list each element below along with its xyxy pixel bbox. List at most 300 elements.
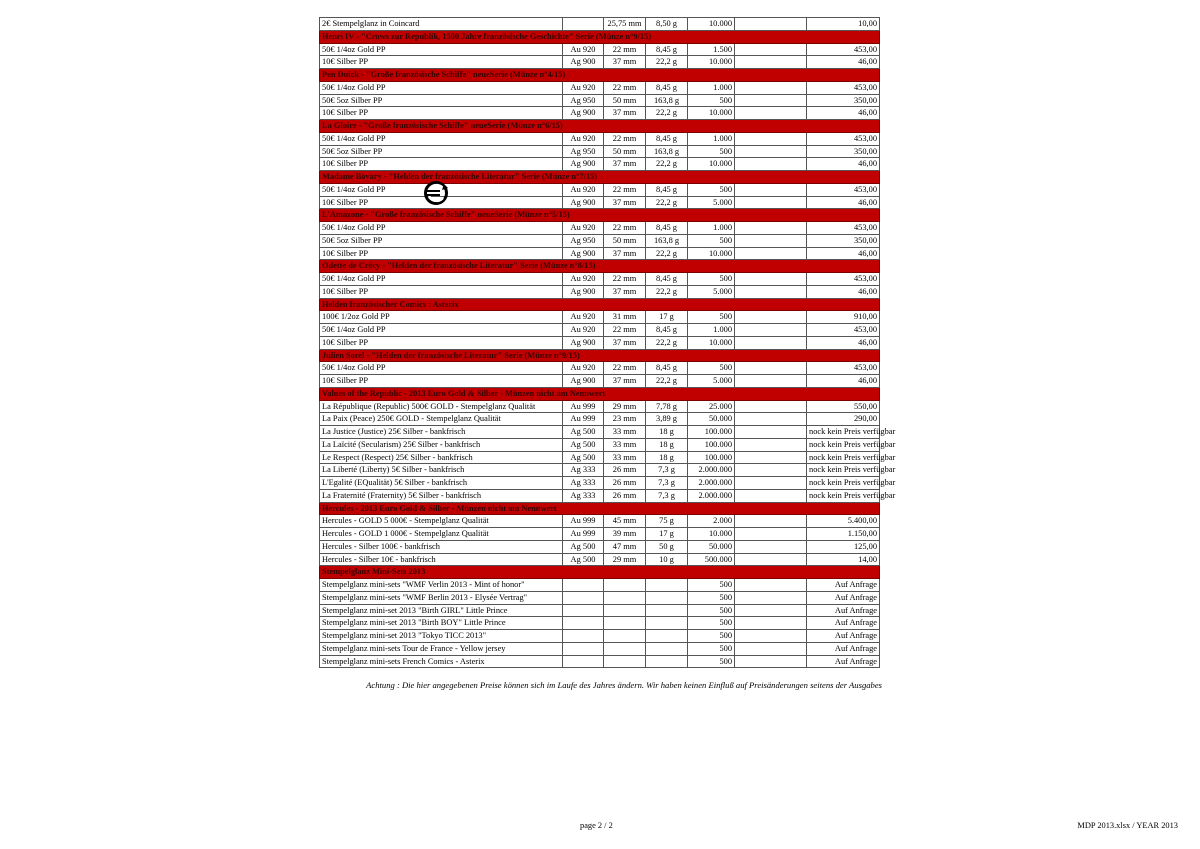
item-name-cell: Hercules - Silber 10€ - bankfrisch xyxy=(320,553,563,566)
extra-cell xyxy=(735,324,807,337)
item-name-cell: Stempelglanz mini-sets "WMF Berlin 2013 - Elysée Vertrag" xyxy=(320,591,563,604)
section-header-row xyxy=(320,69,880,82)
page-number: page 2 / 2 xyxy=(580,821,613,830)
mintage-cell: 1.000 xyxy=(688,132,735,145)
item-name-cell: 50€ 1/4oz Gold PP xyxy=(320,43,563,56)
extra-cell xyxy=(735,579,807,592)
weight-cell: 17 g xyxy=(646,311,688,324)
metal-cell xyxy=(563,579,604,592)
item-name-cell: L'Egalité (EQualität) 5€ Silber - bankfrisch xyxy=(320,477,563,490)
extra-cell xyxy=(735,400,807,413)
item-name-cell: Stempelglanz mini-sets Tour de France - Yellow jersey xyxy=(320,642,563,655)
weight-cell: 8,45 g xyxy=(646,81,688,94)
metal-cell xyxy=(563,18,604,31)
price-cell: 453,00 xyxy=(807,43,880,56)
mintage-cell: 2.000 xyxy=(688,515,735,528)
diameter-cell: 26 mm xyxy=(604,464,646,477)
table-row xyxy=(320,132,880,145)
mintage-cell: 500 xyxy=(688,234,735,247)
table-row xyxy=(320,579,880,592)
metal-cell: Ag 500 xyxy=(563,426,604,439)
mintage-cell: 100.000 xyxy=(688,438,735,451)
table-row xyxy=(320,642,880,655)
price-cell: 453,00 xyxy=(807,362,880,375)
mintage-cell: 10.000 xyxy=(688,158,735,171)
extra-cell xyxy=(735,438,807,451)
price-cell: 910,00 xyxy=(807,311,880,324)
price-cell: 350,00 xyxy=(807,145,880,158)
table-row xyxy=(320,400,880,413)
diameter-cell: 26 mm xyxy=(604,477,646,490)
table-row xyxy=(320,81,880,94)
diameter-cell: 37 mm xyxy=(604,56,646,69)
section-header-row xyxy=(320,171,880,184)
weight-cell: 10 g xyxy=(646,553,688,566)
mintage-cell: 2.000.000 xyxy=(688,477,735,490)
extra-cell xyxy=(735,617,807,630)
weight-cell: 22,2 g xyxy=(646,336,688,349)
table-row xyxy=(320,285,880,298)
extra-cell xyxy=(735,362,807,375)
diameter-cell: 31 mm xyxy=(604,311,646,324)
metal-cell: Ag 900 xyxy=(563,107,604,120)
item-name-cell: 10€ Silber PP xyxy=(320,158,563,171)
mintage-cell: 10.000 xyxy=(688,56,735,69)
extra-cell xyxy=(735,81,807,94)
table-row xyxy=(320,247,880,260)
mintage-cell: 500 xyxy=(688,273,735,286)
mintage-cell: 500.000 xyxy=(688,553,735,566)
weight-cell: 8,45 g xyxy=(646,324,688,337)
table-row xyxy=(320,451,880,464)
mintage-cell: 500 xyxy=(688,579,735,592)
diameter-cell: 37 mm xyxy=(604,375,646,388)
mintage-cell: 1.500 xyxy=(688,43,735,56)
table-row xyxy=(320,362,880,375)
weight-cell: 18 g xyxy=(646,426,688,439)
price-cell: 453,00 xyxy=(807,273,880,286)
weight-cell: 8,45 g xyxy=(646,43,688,56)
item-name-cell: 10€ Silber PP xyxy=(320,336,563,349)
item-name-cell: 10€ Silber PP xyxy=(320,56,563,69)
metal-cell: Au 920 xyxy=(563,324,604,337)
mintage-cell: 5.000 xyxy=(688,375,735,388)
table-row xyxy=(320,426,880,439)
table-row xyxy=(320,438,880,451)
weight-cell: 22,2 g xyxy=(646,107,688,120)
table-row xyxy=(320,196,880,209)
section-header-row xyxy=(320,349,880,362)
extra-cell xyxy=(735,375,807,388)
table-row xyxy=(320,273,880,286)
metal-cell xyxy=(563,591,604,604)
extra-cell xyxy=(735,426,807,439)
metal-cell: Ag 900 xyxy=(563,285,604,298)
extra-cell xyxy=(735,630,807,643)
extra-cell xyxy=(735,477,807,490)
price-cell: 290,00 xyxy=(807,413,880,426)
section-header-row xyxy=(320,566,880,579)
section-title: Odette de Crécy - "Helden der französische Literatur" Serie (Münze n°8/15) xyxy=(320,260,880,273)
weight-cell: 163,8 g xyxy=(646,234,688,247)
diameter-cell: 22 mm xyxy=(604,183,646,196)
weight-cell xyxy=(646,642,688,655)
diameter-cell xyxy=(604,642,646,655)
table-row xyxy=(320,183,880,196)
diameter-cell: 37 mm xyxy=(604,107,646,120)
extra-cell xyxy=(735,515,807,528)
diameter-cell xyxy=(604,617,646,630)
metal-cell: Au 920 xyxy=(563,362,604,375)
price-cell: nock kein Preis verfügbar xyxy=(807,438,880,451)
price-cell: Auf Anfrage xyxy=(807,655,880,668)
metal-cell: Ag 333 xyxy=(563,464,604,477)
diameter-cell: 37 mm xyxy=(604,285,646,298)
price-cell: Auf Anfrage xyxy=(807,617,880,630)
weight-cell: 7,3 g xyxy=(646,489,688,502)
table-row xyxy=(320,464,880,477)
section-title: Madame Bovary - "Helden der französische Literatur" Serie (Münze n°7/15) xyxy=(320,171,880,184)
price-cell: 46,00 xyxy=(807,56,880,69)
metal-cell xyxy=(563,642,604,655)
diameter-cell: 37 mm xyxy=(604,336,646,349)
price-cell: Auf Anfrage xyxy=(807,604,880,617)
item-name-cell: 10€ Silber PP xyxy=(320,107,563,120)
extra-cell xyxy=(735,247,807,260)
table-row xyxy=(320,515,880,528)
item-name-cell: Hercules - GOLD 5 000€ - Stempelglanz Qualität xyxy=(320,515,563,528)
weight-cell: 7,78 g xyxy=(646,400,688,413)
extra-cell xyxy=(735,234,807,247)
extra-cell xyxy=(735,591,807,604)
table-row xyxy=(320,145,880,158)
diameter-cell: 22 mm xyxy=(604,362,646,375)
price-cell: 1.150,00 xyxy=(807,528,880,541)
weight-cell: 8,45 g xyxy=(646,222,688,235)
mintage-cell: 500 xyxy=(688,617,735,630)
table-row xyxy=(320,234,880,247)
metal-cell: Ag 900 xyxy=(563,375,604,388)
extra-cell xyxy=(735,107,807,120)
metal-cell: Au 920 xyxy=(563,222,604,235)
price-cell: 46,00 xyxy=(807,158,880,171)
metal-cell: Au 920 xyxy=(563,81,604,94)
weight-cell xyxy=(646,630,688,643)
extra-cell xyxy=(735,132,807,145)
weight-cell xyxy=(646,591,688,604)
item-name-cell: 10€ Silber PP xyxy=(320,375,563,388)
section-header-row xyxy=(320,30,880,43)
price-cell: 46,00 xyxy=(807,336,880,349)
metal-cell: Ag 900 xyxy=(563,56,604,69)
weight-cell: 18 g xyxy=(646,451,688,464)
mintage-cell: 10.000 xyxy=(688,18,735,31)
mintage-cell: 1.000 xyxy=(688,222,735,235)
diameter-cell xyxy=(604,630,646,643)
section-header-row xyxy=(320,260,880,273)
diameter-cell: 26 mm xyxy=(604,489,646,502)
table-row xyxy=(320,591,880,604)
mintage-cell: 500 xyxy=(688,94,735,107)
mintage-cell: 500 xyxy=(688,630,735,643)
section-header-row xyxy=(320,387,880,400)
mintage-cell: 25.000 xyxy=(688,400,735,413)
table-row xyxy=(320,56,880,69)
section-header-row xyxy=(320,120,880,133)
metal-cell: Au 920 xyxy=(563,311,604,324)
price-cell: 46,00 xyxy=(807,285,880,298)
table-row xyxy=(320,630,880,643)
metal-cell: Ag 500 xyxy=(563,553,604,566)
item-name-cell: Stempelglanz mini-sets French Comics - Asterix xyxy=(320,655,563,668)
table-row xyxy=(320,107,880,120)
item-name-cell: Stempelglanz mini-set 2013 "Birth BOY" Little Prince xyxy=(320,617,563,630)
diameter-cell: 22 mm xyxy=(604,273,646,286)
extra-cell xyxy=(735,18,807,31)
section-title: Hercules - 2013 Euro Gold & Silber - Münzen nicht am Nennwert xyxy=(320,502,880,515)
price-cell: 14,00 xyxy=(807,553,880,566)
weight-cell: 163,8 g xyxy=(646,94,688,107)
table-row xyxy=(320,336,880,349)
price-cell: 453,00 xyxy=(807,222,880,235)
extra-cell xyxy=(735,273,807,286)
metal-cell: Ag 950 xyxy=(563,145,604,158)
diameter-cell: 37 mm xyxy=(604,247,646,260)
price-cell: nock kein Preis verfügbar xyxy=(807,426,880,439)
diameter-cell xyxy=(604,604,646,617)
table-row xyxy=(320,94,880,107)
price-cell: 350,00 xyxy=(807,234,880,247)
mintage-cell: 500 xyxy=(688,183,735,196)
extra-cell xyxy=(735,145,807,158)
extra-cell xyxy=(735,43,807,56)
section-title: Julien Sorel - "Helden der französische Literatur" Serie (Münze n°9/15) xyxy=(320,349,880,362)
metal-cell: Au 999 xyxy=(563,528,604,541)
metal-cell: Ag 500 xyxy=(563,540,604,553)
metal-cell: Ag 900 xyxy=(563,247,604,260)
diameter-cell: 22 mm xyxy=(604,132,646,145)
metal-cell: Au 920 xyxy=(563,273,604,286)
item-name-cell: La Paix (Peace) 250€ GOLD - Stempelglanz Qualität xyxy=(320,413,563,426)
price-cell: 46,00 xyxy=(807,375,880,388)
metal-cell: Au 920 xyxy=(563,43,604,56)
mintage-cell: 1.000 xyxy=(688,81,735,94)
item-name-cell: 50€ 1/4oz Gold PP xyxy=(320,222,563,235)
metal-cell xyxy=(563,630,604,643)
table-row xyxy=(320,324,880,337)
diameter-cell: 29 mm xyxy=(604,553,646,566)
price-cell: Auf Anfrage xyxy=(807,630,880,643)
diameter-cell: 50 mm xyxy=(604,145,646,158)
extra-cell xyxy=(735,94,807,107)
weight-cell: 8,45 g xyxy=(646,132,688,145)
item-name-cell: 50€ 1/4oz Gold PP xyxy=(320,81,563,94)
price-cell: Auf Anfrage xyxy=(807,642,880,655)
extra-cell xyxy=(735,336,807,349)
extra-cell xyxy=(735,222,807,235)
diameter-cell: 47 mm xyxy=(604,540,646,553)
section-title: Stempelglanz Mini-Sets 2013 xyxy=(320,566,880,579)
table-row xyxy=(320,413,880,426)
item-name-cell: La Liberté (Liberty) 5€ Silber - bankfrisch xyxy=(320,464,563,477)
item-name-cell: Stempelglanz mini-set 2013 "Birth GIRL" Little Prince xyxy=(320,604,563,617)
metal-cell: Ag 333 xyxy=(563,489,604,502)
diameter-cell: 50 mm xyxy=(604,234,646,247)
extra-cell xyxy=(735,311,807,324)
metal-cell: Ag 900 xyxy=(563,158,604,171)
price-cell: 125,00 xyxy=(807,540,880,553)
price-cell: nock kein Preis verfügbar xyxy=(807,489,880,502)
metal-cell: Ag 333 xyxy=(563,477,604,490)
table-row xyxy=(320,18,880,31)
weight-cell: 22,2 g xyxy=(646,285,688,298)
item-name-cell: Le Respect (Respect) 25€ Silber - bankfrisch xyxy=(320,451,563,464)
item-name-cell: 50€ 5oz Silber PP xyxy=(320,234,563,247)
price-cell: 453,00 xyxy=(807,81,880,94)
mintage-cell: 500 xyxy=(688,604,735,617)
table-row xyxy=(320,655,880,668)
item-name-cell: Stempelglanz mini-sets "WMF Verlin 2013 - Mint of honor" xyxy=(320,579,563,592)
weight-cell: 7,3 g xyxy=(646,477,688,490)
price-cell: 453,00 xyxy=(807,324,880,337)
extra-cell xyxy=(735,604,807,617)
extra-cell xyxy=(735,489,807,502)
section-title: Values of the Republic - 2013 Euro Gold & Silber - Münzen nicht am Nennwert xyxy=(320,387,880,400)
table-row xyxy=(320,477,880,490)
metal-cell: Ag 900 xyxy=(563,336,604,349)
mintage-cell: 500 xyxy=(688,311,735,324)
item-name-cell: 50€ 5oz Silber PP xyxy=(320,145,563,158)
table-row xyxy=(320,553,880,566)
metal-cell xyxy=(563,655,604,668)
price-cell: Auf Anfrage xyxy=(807,591,880,604)
metal-cell: Au 999 xyxy=(563,413,604,426)
extra-cell xyxy=(735,56,807,69)
section-header-row xyxy=(320,298,880,311)
mintage-cell: 2.000.000 xyxy=(688,489,735,502)
extra-cell xyxy=(735,158,807,171)
mintage-cell: 10.000 xyxy=(688,247,735,260)
table-row xyxy=(320,43,880,56)
table-row xyxy=(320,375,880,388)
section-header-row xyxy=(320,209,880,222)
weight-cell: 18 g xyxy=(646,438,688,451)
weight-cell: 22,2 g xyxy=(646,375,688,388)
price-cell: 5.400,00 xyxy=(807,515,880,528)
mintage-cell: 50.000 xyxy=(688,413,735,426)
section-title: La Gloire - "Große französische Schiffe" neueSerie (Münze n°6/15) xyxy=(320,120,880,133)
section-title: L'Amazone - "Große französische Schiffe" neueSerie (Münze n°5/15) xyxy=(320,209,880,222)
weight-cell: 22,2 g xyxy=(646,56,688,69)
item-name-cell: La République (Republic) 500€ GOLD - Stempelglanz Qualität xyxy=(320,400,563,413)
item-name-cell: 50€ 1/4oz Gold PP xyxy=(320,362,563,375)
diameter-cell: 33 mm xyxy=(604,426,646,439)
diameter-cell: 22 mm xyxy=(604,43,646,56)
file-reference: MDP 2013.xlsx / YEAR 2013 xyxy=(1077,821,1178,830)
diameter-cell: 22 mm xyxy=(604,81,646,94)
weight-cell: 3,89 g xyxy=(646,413,688,426)
metal-cell: Ag 900 xyxy=(563,196,604,209)
mintage-cell: 500 xyxy=(688,362,735,375)
item-name-cell: La Justice (Justice) 25€ Silber - bankfrisch xyxy=(320,426,563,439)
price-cell: 46,00 xyxy=(807,196,880,209)
diameter-cell: 22 mm xyxy=(604,324,646,337)
weight-cell: 22,2 g xyxy=(646,247,688,260)
extra-cell xyxy=(735,540,807,553)
metal-cell xyxy=(563,617,604,630)
weight-cell xyxy=(646,579,688,592)
item-name-cell: 50€ 1/4oz Gold PP xyxy=(320,273,563,286)
diameter-cell: 37 mm xyxy=(604,158,646,171)
weight-cell xyxy=(646,617,688,630)
price-cell: Auf Anfrage xyxy=(807,579,880,592)
diameter-cell xyxy=(604,591,646,604)
table-row xyxy=(320,528,880,541)
item-name-cell: 50€ 1/4oz Gold PP xyxy=(320,132,563,145)
weight-cell xyxy=(646,655,688,668)
weight-cell: 8,50 g xyxy=(646,18,688,31)
extra-cell xyxy=(735,642,807,655)
metal-cell: Au 999 xyxy=(563,515,604,528)
diameter-cell: 33 mm xyxy=(604,451,646,464)
metal-cell: Ag 950 xyxy=(563,234,604,247)
price-cell: nock kein Preis verfügbar xyxy=(807,451,880,464)
weight-cell: 22,2 g xyxy=(646,158,688,171)
metal-cell: Ag 500 xyxy=(563,438,604,451)
extra-cell xyxy=(735,451,807,464)
extra-cell xyxy=(735,196,807,209)
metal-cell: Au 920 xyxy=(563,183,604,196)
weight-cell: 8,45 g xyxy=(646,273,688,286)
table-row xyxy=(320,489,880,502)
item-name-cell: 50€ 1/4oz Gold PP xyxy=(320,324,563,337)
diameter-cell: 37 mm xyxy=(604,196,646,209)
price-cell: nock kein Preis verfügbar xyxy=(807,464,880,477)
diameter-cell: 23 mm xyxy=(604,413,646,426)
extra-cell xyxy=(735,285,807,298)
weight-cell: 8,45 g xyxy=(646,362,688,375)
item-name-cell: La Fraternité (Fraternity) 5€ Silber - bankfrisch xyxy=(320,489,563,502)
mintage-cell: 10.000 xyxy=(688,336,735,349)
item-name-cell: 50€ 1/4oz Gold PP xyxy=(320,183,563,196)
mintage-cell: 5.000 xyxy=(688,285,735,298)
price-cell: 10,00 xyxy=(807,18,880,31)
price-cell: 350,00 xyxy=(807,94,880,107)
section-header-row xyxy=(320,502,880,515)
price-cell: 453,00 xyxy=(807,183,880,196)
table-row xyxy=(320,604,880,617)
diameter-cell: 45 mm xyxy=(604,515,646,528)
mintage-cell: 500 xyxy=(688,145,735,158)
diameter-cell xyxy=(604,655,646,668)
diameter-cell: 22 mm xyxy=(604,222,646,235)
diameter-cell xyxy=(604,579,646,592)
euro-symbol-icon xyxy=(423,181,449,205)
mintage-cell: 1.000 xyxy=(688,324,735,337)
price-disclaimer-note: Achtung : Die hier angegebenen Preise können sich im Laufe des Jahres ändern. Wir haben keinen Einfluß auf Preisänderungen seitens der Ausgabes xyxy=(366,680,882,690)
mintage-cell: 10.000 xyxy=(688,107,735,120)
item-name-cell: 2€ Stempelglanz in Coincard xyxy=(320,18,563,31)
price-cell: 453,00 xyxy=(807,132,880,145)
diameter-cell: 39 mm xyxy=(604,528,646,541)
item-name-cell: Hercules - Silber 100€ - bankfrisch xyxy=(320,540,563,553)
item-name-cell: 50€ 5oz Silber PP xyxy=(320,94,563,107)
extra-cell xyxy=(735,183,807,196)
metal-cell: Au 920 xyxy=(563,132,604,145)
extra-cell xyxy=(735,464,807,477)
weight-cell: 8,45 g xyxy=(646,183,688,196)
price-cell: 46,00 xyxy=(807,107,880,120)
